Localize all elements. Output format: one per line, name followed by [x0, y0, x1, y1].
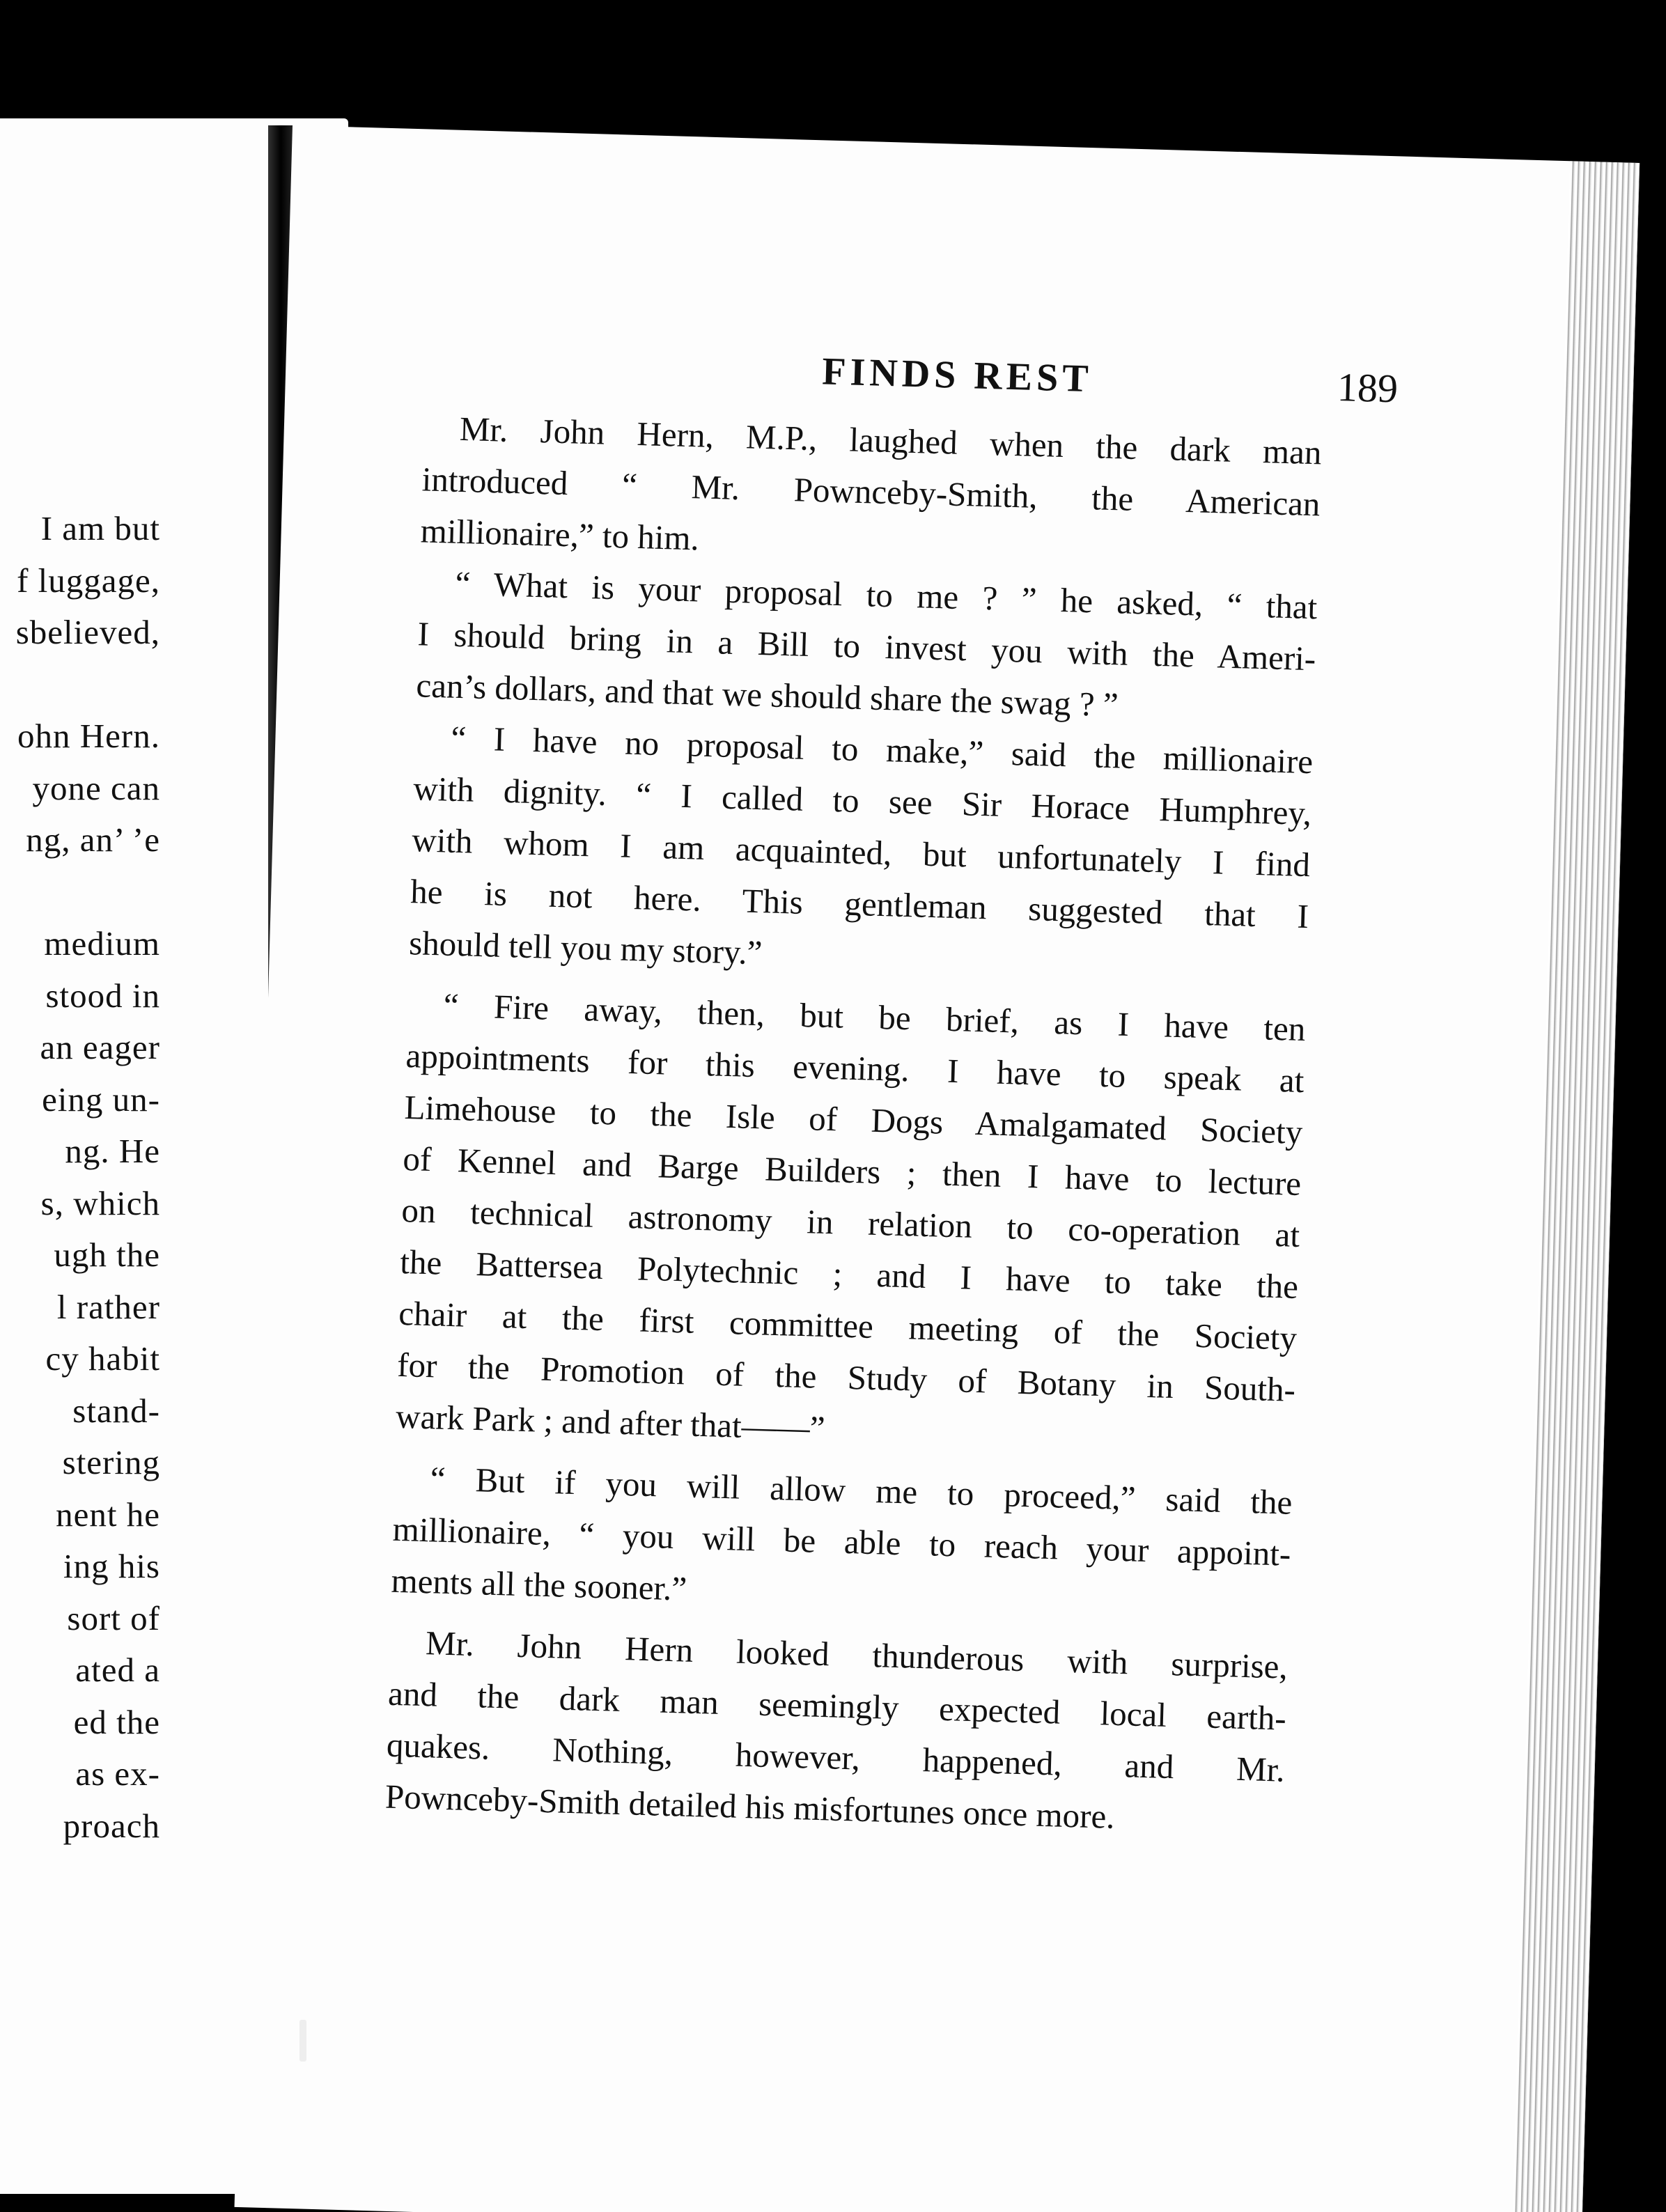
right-page — [235, 125, 1640, 2212]
left-page-line: f luggage, — [17, 561, 160, 600]
text-line: with dignity. “ I called to see Sir Horace Humphrey, — [412, 769, 1312, 833]
text-line: Pownceby-Smith detailed his misfortunes once more. — [384, 1777, 1116, 1836]
left-page-line: ugh the — [54, 1236, 160, 1274]
text-line: “ I have no proposal to make,” said the millionaire — [450, 718, 1314, 781]
paragraph — [391, 1452, 1293, 1632]
left-page-line: ohn Hern. — [17, 717, 160, 755]
scan-speck — [1532, 42, 1567, 77]
left-page-line: ated a — [75, 1651, 160, 1689]
left-page-line: I am but — [40, 509, 160, 547]
text-line: introduced “ Mr. Pownceby-Smith, the American — [421, 460, 1321, 524]
left-page-line: stood in — [45, 976, 160, 1015]
text-line: “ Fire away, then, but be brief, as I have ten — [443, 986, 1307, 1049]
text-line: Mr. John Hern, M.P., laughed when the dark man — [459, 409, 1323, 472]
left-page-line: ed the — [73, 1702, 160, 1741]
left-page-line: medium — [44, 924, 160, 963]
scan-speck — [299, 2020, 306, 2062]
text-line: on technical astronomy in relation to co-operation at — [400, 1190, 1300, 1254]
left-page-line: nent he — [56, 1495, 160, 1534]
left-page-line: ng, an’ ’e — [26, 820, 160, 859]
paragraph — [416, 556, 1318, 736]
paragraph — [384, 1617, 1289, 1848]
left-page-line: ng. He — [65, 1132, 160, 1170]
paragraph — [420, 402, 1323, 582]
left-page-line: proach — [63, 1806, 160, 1845]
left-page-line: eing un- — [42, 1080, 160, 1119]
text-line: Limehouse to the Isle of Dogs Amalgamated Society — [403, 1088, 1303, 1152]
paragraph — [408, 711, 1314, 994]
left-page-line: as ex- — [75, 1754, 160, 1793]
left-page-line: sort of — [67, 1598, 160, 1637]
text-line: I should bring in a Bill to invest you with the Ameri- — [416, 614, 1316, 678]
page-edges — [1512, 161, 1640, 2212]
text-line: quakes. Nothing, however, happened, and Mr. — [386, 1725, 1286, 1789]
left-page-line: cy habit — [45, 1339, 160, 1378]
text-line: of Kennel and Barge Builders ; then I have to lecture — [402, 1139, 1302, 1204]
text-line: should tell you my story.” — [408, 924, 763, 972]
left-page-line: sbelieved, — [15, 613, 160, 651]
text-line: chair at the first committee meeting of the Society — [398, 1293, 1298, 1357]
left-page-line: ing his — [63, 1547, 160, 1585]
text-line: the Battersea Polytechnic ; and I have to take the — [399, 1242, 1299, 1306]
text-line: for the Promotion of the Study of Botany in South- — [396, 1345, 1296, 1409]
left-page-line: l rather — [56, 1287, 160, 1326]
page-number: 189 — [1337, 364, 1399, 412]
text-line: he is not here. This gentleman suggested that I — [410, 872, 1309, 936]
text-line: wark Park ; and after that——” — [395, 1396, 826, 1448]
left-page-line: s, which — [40, 1183, 160, 1222]
text-line: Mr. John Hern looked thunderous with surprise, — [425, 1623, 1289, 1686]
left-page-line: yone can — [32, 768, 160, 807]
text-line: millionaire,” to him. — [420, 511, 700, 558]
text-line: ments all the sooner.” — [390, 1561, 687, 1608]
paragraph — [395, 979, 1306, 1467]
text-line: “ But if you will allow me to proceed,” said the — [430, 1459, 1293, 1522]
left-page-line: an eager — [40, 1028, 160, 1066]
text-line: can’s dollars, and that we should share the swag ? ” — [415, 666, 1119, 724]
running-head: FINDS REST — [821, 350, 1093, 401]
left-page-line: stand- — [72, 1391, 160, 1430]
text-line: millionaire, “ you will be able to reach your appoint- — [392, 1509, 1292, 1573]
left-page-line: stering — [62, 1443, 160, 1481]
text-line: “ What is your proposal to me ? ” he asked, “ that — [454, 563, 1318, 627]
text-line: appointments for this evening. I have to speak at — [405, 1036, 1305, 1100]
text-line: and the dark man seemingly expected local earth- — [387, 1674, 1287, 1738]
text-line: with whom I am acquainted, but unfortunately I find — [411, 820, 1311, 885]
body-text — [384, 402, 1322, 1847]
